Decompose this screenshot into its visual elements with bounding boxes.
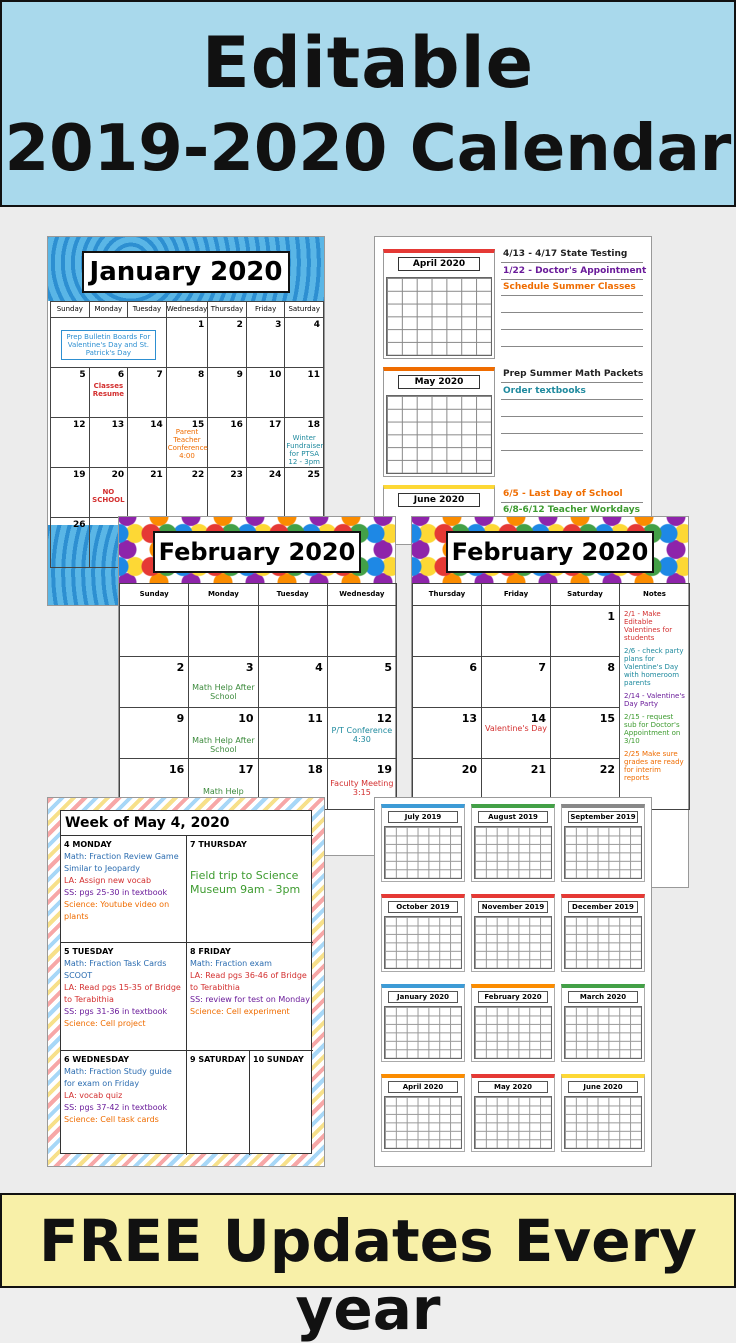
year-mini-title: October 2019 (388, 901, 458, 913)
day-number: 26 (73, 520, 86, 530)
day-number: 9 (176, 712, 185, 725)
day-number: 22 (599, 763, 615, 776)
day-cell (328, 606, 397, 657)
day-cell (208, 418, 247, 468)
year-mini-grid (564, 916, 642, 969)
day-number: 1 (607, 610, 615, 623)
day-number: 2 (236, 320, 243, 330)
day-number: 17 (268, 420, 282, 430)
wednesday-cell (61, 1051, 187, 1155)
year-mini-calendar (471, 984, 555, 1062)
year-mini-grid (384, 1006, 462, 1059)
note-item: 2/15 - request sub for Doctor's Appointment on 3/10 (624, 713, 681, 745)
day-number: 5 (79, 370, 86, 380)
day-number: 14 (530, 712, 546, 725)
day-number: 3 (245, 661, 254, 674)
plan-item: Science: Cell experiment (190, 1007, 290, 1016)
year-mini-calendar (561, 1074, 645, 1152)
year-overview-page (374, 797, 652, 1167)
day-cell (120, 657, 189, 708)
event-fundraiser: Winter Fundraiser for PTSA 12 - 3pm (286, 434, 324, 466)
year-mini-title: December 2019 (568, 901, 638, 913)
plan-item: Math: Fraction Review Game Similar to Jeopardy (64, 852, 179, 873)
week-title: Week of May 4, 2020 (65, 815, 230, 831)
note-line (501, 399, 643, 400)
week-inner (60, 810, 312, 1154)
day-cell (128, 468, 167, 518)
day-label: 7 THURSDAY (190, 840, 247, 849)
year-mini-title: February 2020 (478, 991, 548, 1003)
plan-item: LA: Assign new vocab (64, 876, 152, 885)
day-number: 1 (198, 320, 205, 330)
plan-item: Math: Fraction exam (190, 959, 272, 968)
day-cell (259, 606, 328, 657)
day-number: 8 (607, 661, 615, 674)
day-number: 12 (376, 712, 392, 725)
day-cell (482, 708, 551, 759)
event-faculty: Faculty Meeting 3:15 (330, 779, 394, 797)
day-number: 23 (230, 470, 243, 480)
year-mini-title: January 2020 (388, 991, 458, 1003)
day-number: 20 (461, 763, 477, 776)
day-number: 19 (376, 763, 392, 776)
day-number: 18 (307, 420, 320, 430)
event-conference: P/T Conference 4:30 (331, 726, 393, 744)
year-mini-title: September 2019 (568, 811, 638, 823)
day-number: 3 (275, 320, 282, 330)
day-number: 8 (198, 370, 205, 380)
plan-item: LA: Read pgs 15-35 of Bridge to Terabithia (64, 983, 181, 1004)
day-header: Saturday (285, 302, 324, 318)
day-number: 15 (191, 420, 205, 430)
day-number: 4 (315, 661, 323, 674)
day-cell (167, 318, 209, 368)
day-number: 21 (150, 470, 163, 480)
february-title-right: February 2020 (446, 531, 654, 573)
event-prep: Prep Bulletin Boards For Valentine's Day and St. Patrick's Day (61, 330, 156, 360)
day-number: 6 (117, 370, 125, 380)
day-label: 8 FRIDAY (190, 947, 231, 956)
may-title: May 2020 (398, 375, 480, 389)
event-classes: Classes Resume (92, 382, 125, 398)
plan-item: SS: pgs 31-36 in textbook (64, 1007, 168, 1016)
day-cell (551, 657, 620, 708)
day-cell (413, 708, 482, 759)
day-label: 4 MONDAY (64, 840, 112, 849)
year-mini-title: November 2019 (478, 901, 548, 913)
note-workdays: 6/8-6/12 Teacher Workdays (503, 505, 640, 515)
day-cell (413, 606, 482, 657)
thursday-cell (187, 835, 313, 943)
note-line (501, 295, 643, 296)
day-cell (167, 368, 209, 418)
june-title: June 2020 (398, 493, 480, 507)
year-mini-grid (384, 916, 462, 969)
plan-item: SS: review for test on Monday (190, 995, 310, 1004)
day-number: 16 (230, 420, 243, 430)
note-line (501, 433, 643, 434)
plan-item: Field trip to Science Museum 9am - 3pm (190, 869, 301, 896)
plan-item: Science: Youtube video on plants (64, 900, 170, 921)
day-cell (189, 708, 258, 759)
year-mini-calendar (381, 894, 465, 972)
day-header: Thursday (208, 302, 247, 318)
friday-cell (187, 943, 313, 1051)
note-doctor: 1/22 - Doctor's Appointment (503, 266, 647, 276)
day-header: Wednesday (167, 302, 209, 318)
day-header: Tuesday (128, 302, 167, 318)
note-item: 2/6 - check party plans for Valentine's Day with homeroom parents (624, 647, 684, 687)
note-testing: 4/13 - 4/17 State Testing (503, 249, 628, 259)
year-mini-grid (384, 826, 462, 879)
day-number: 4 (313, 320, 320, 330)
note-lastday: 6/5 - Last Day of School (503, 489, 623, 499)
day-cell (413, 657, 482, 708)
day-header: Thursday (413, 584, 482, 606)
day-cell (551, 708, 620, 759)
day-header: Wednesday (328, 584, 397, 606)
year-mini-grid (564, 1006, 642, 1059)
day-number: 10 (268, 370, 282, 380)
year-mini-calendar (471, 894, 555, 972)
note-line (501, 416, 643, 417)
year-mini-title: April 2020 (388, 1081, 458, 1093)
day-number: 21 (530, 763, 546, 776)
note-textbooks: Order textbooks (503, 386, 586, 396)
day-label: 9 SATURDAY (190, 1055, 246, 1064)
day-cell (51, 518, 90, 568)
banner-title: Editable (201, 22, 535, 104)
day-number: 14 (150, 420, 163, 430)
day-cell (128, 368, 167, 418)
event-mathhelp: Math Help After School (192, 683, 255, 701)
may-grid (386, 395, 492, 474)
note-line (501, 262, 643, 263)
day-cell (285, 318, 324, 368)
february-left-grid (119, 583, 397, 810)
day-number: 22 (191, 470, 205, 480)
day-number: 12 (73, 420, 86, 430)
day-cell (247, 418, 286, 468)
february-title: February 2020 (153, 531, 361, 573)
day-header: Sunday (51, 302, 90, 318)
year-mini-grid (474, 826, 552, 879)
day-cell (167, 468, 209, 518)
day-number: 25 (307, 470, 320, 480)
january-title: January 2020 (82, 251, 290, 293)
day-cell (482, 657, 551, 708)
year-mini-grid (384, 1096, 462, 1149)
year-mini-title: May 2020 (478, 1081, 548, 1093)
day-number: 7 (538, 661, 546, 674)
day-cell (259, 708, 328, 759)
day-cell (259, 657, 328, 708)
day-number: 18 (307, 763, 323, 776)
plan-item: Math: Fraction Task Cards SCOOT (64, 959, 167, 980)
year-mini-title: July 2019 (388, 811, 458, 823)
top-banner (0, 0, 736, 207)
april-mini-calendar (383, 249, 495, 359)
bottom-banner-text: FREE Updates Every year (39, 1207, 697, 1343)
note-math: Prep Summer Math Packets (503, 369, 644, 379)
day-cell (551, 606, 620, 657)
note-line (501, 329, 643, 330)
note-line (501, 502, 643, 503)
february-right-grid (412, 583, 690, 810)
day-cell (328, 657, 397, 708)
day-number: 15 (599, 712, 615, 725)
plan-item: SS: pgs 25-30 in textbook (64, 888, 168, 897)
day-cell (285, 418, 324, 468)
year-mini-calendar (381, 804, 465, 882)
day-cell (189, 657, 258, 708)
day-header: Friday (247, 302, 286, 318)
year-mini-grid (564, 1096, 642, 1149)
sunday-cell (250, 1051, 313, 1155)
day-number: 6 (469, 661, 477, 674)
year-mini-title: August 2019 (478, 811, 548, 823)
day-number: 24 (268, 470, 282, 480)
day-cell (120, 708, 189, 759)
day-cell (482, 606, 551, 657)
day-cell (285, 368, 324, 418)
event-mathhelp: Math Help (202, 787, 244, 796)
day-number: 11 (307, 712, 323, 725)
plan-item: Science: Cell project (64, 1019, 146, 1028)
year-mini-title: March 2020 (568, 991, 638, 1003)
day-number: 20 (111, 470, 125, 480)
day-cell (285, 468, 324, 518)
day-number: 5 (384, 661, 392, 674)
day-cell (90, 468, 129, 518)
day-number: 13 (111, 420, 125, 430)
day-number: 13 (461, 712, 477, 725)
plan-item: LA: Read pgs 36-46 of Bridge to Terabithia (190, 971, 307, 992)
spring-months-page (374, 236, 652, 526)
year-mini-calendar (561, 894, 645, 972)
day-cell (208, 318, 247, 368)
plan-item: LA: vocab quiz (64, 1091, 123, 1100)
year-mini-calendar (381, 984, 465, 1062)
banner-subtitle: 2019-2020 Calendar (4, 112, 732, 186)
day-number: 7 (156, 370, 163, 380)
note-line (501, 312, 643, 313)
note-line (501, 450, 643, 451)
day-header: Sunday (120, 584, 189, 606)
plan-item: Math: Fraction Study guide for exam on Friday (64, 1067, 172, 1088)
day-number: 11 (307, 370, 320, 380)
notes-header: Notes (620, 584, 690, 606)
day-cell (208, 468, 247, 518)
year-mini-calendar (561, 984, 645, 1062)
day-label: 5 TUESDAY (64, 947, 114, 956)
day-number: 10 (238, 712, 254, 725)
notes-column (620, 606, 690, 810)
day-header: Monday (189, 584, 258, 606)
day-header: Tuesday (259, 584, 328, 606)
note-summer: Schedule Summer Classes (503, 282, 636, 292)
event-parent: Parent Teacher Conference 4:00 (167, 428, 208, 460)
year-mini-grid (474, 916, 552, 969)
event-valentine: Valentine's Day (484, 724, 548, 733)
year-mini-grid (474, 1096, 552, 1149)
day-number: 16 (168, 763, 185, 776)
day-cell (51, 368, 90, 418)
weekly-planner-page (47, 797, 325, 1167)
day-number: 9 (236, 370, 243, 380)
day-label: 10 SUNDAY (253, 1055, 304, 1064)
event-mathhelp: Math Help After School (192, 736, 255, 754)
note-line (501, 279, 643, 280)
day-cell (189, 606, 258, 657)
day-cell (128, 418, 167, 468)
year-mini-grid (564, 826, 642, 879)
day-header: Saturday (551, 584, 620, 606)
day-cell (247, 368, 286, 418)
event-noschool: NO SCHOOL (92, 488, 125, 504)
day-cell (208, 368, 247, 418)
day-cell (167, 418, 209, 468)
day-number: 17 (238, 763, 254, 776)
may-mini-calendar (383, 367, 495, 477)
april-grid (386, 277, 492, 356)
day-cell (328, 708, 397, 759)
year-mini-title: June 2020 (568, 1081, 638, 1093)
tuesday-cell (61, 943, 187, 1051)
day-cell (247, 318, 286, 368)
day-header: Monday (90, 302, 129, 318)
day-cell (51, 468, 90, 518)
day-header: Friday (482, 584, 551, 606)
day-cell (51, 318, 167, 368)
year-mini-calendar (471, 804, 555, 882)
day-cell (90, 368, 129, 418)
saturday-cell (187, 1051, 250, 1155)
year-mini-calendar (381, 1074, 465, 1152)
day-cell (51, 418, 90, 468)
note-item: 2/14 - Valentine's Day Party (624, 692, 685, 708)
plan-item: SS: pgs 37-42 in textbook (64, 1103, 168, 1112)
bottom-banner (0, 1193, 736, 1343)
day-number: 2 (176, 661, 185, 674)
note-line (501, 346, 643, 347)
plan-item: Science: Cell task cards (64, 1115, 159, 1124)
day-cell (247, 468, 286, 518)
monday-cell (61, 835, 187, 943)
day-cell (120, 606, 189, 657)
year-mini-calendar (471, 1074, 555, 1152)
note-item: 2/1 - Make Editable Valentines for students (624, 610, 673, 642)
note-item: 2/25 Make sure grades are ready for interim reports (624, 750, 684, 782)
day-cell (90, 418, 129, 468)
year-mini-calendar (561, 804, 645, 882)
april-title: April 2020 (398, 257, 480, 271)
day-number: 19 (73, 470, 86, 480)
year-mini-grid (474, 1006, 552, 1059)
day-label: 6 WEDNESDAY (64, 1055, 130, 1064)
note-line (501, 382, 643, 383)
